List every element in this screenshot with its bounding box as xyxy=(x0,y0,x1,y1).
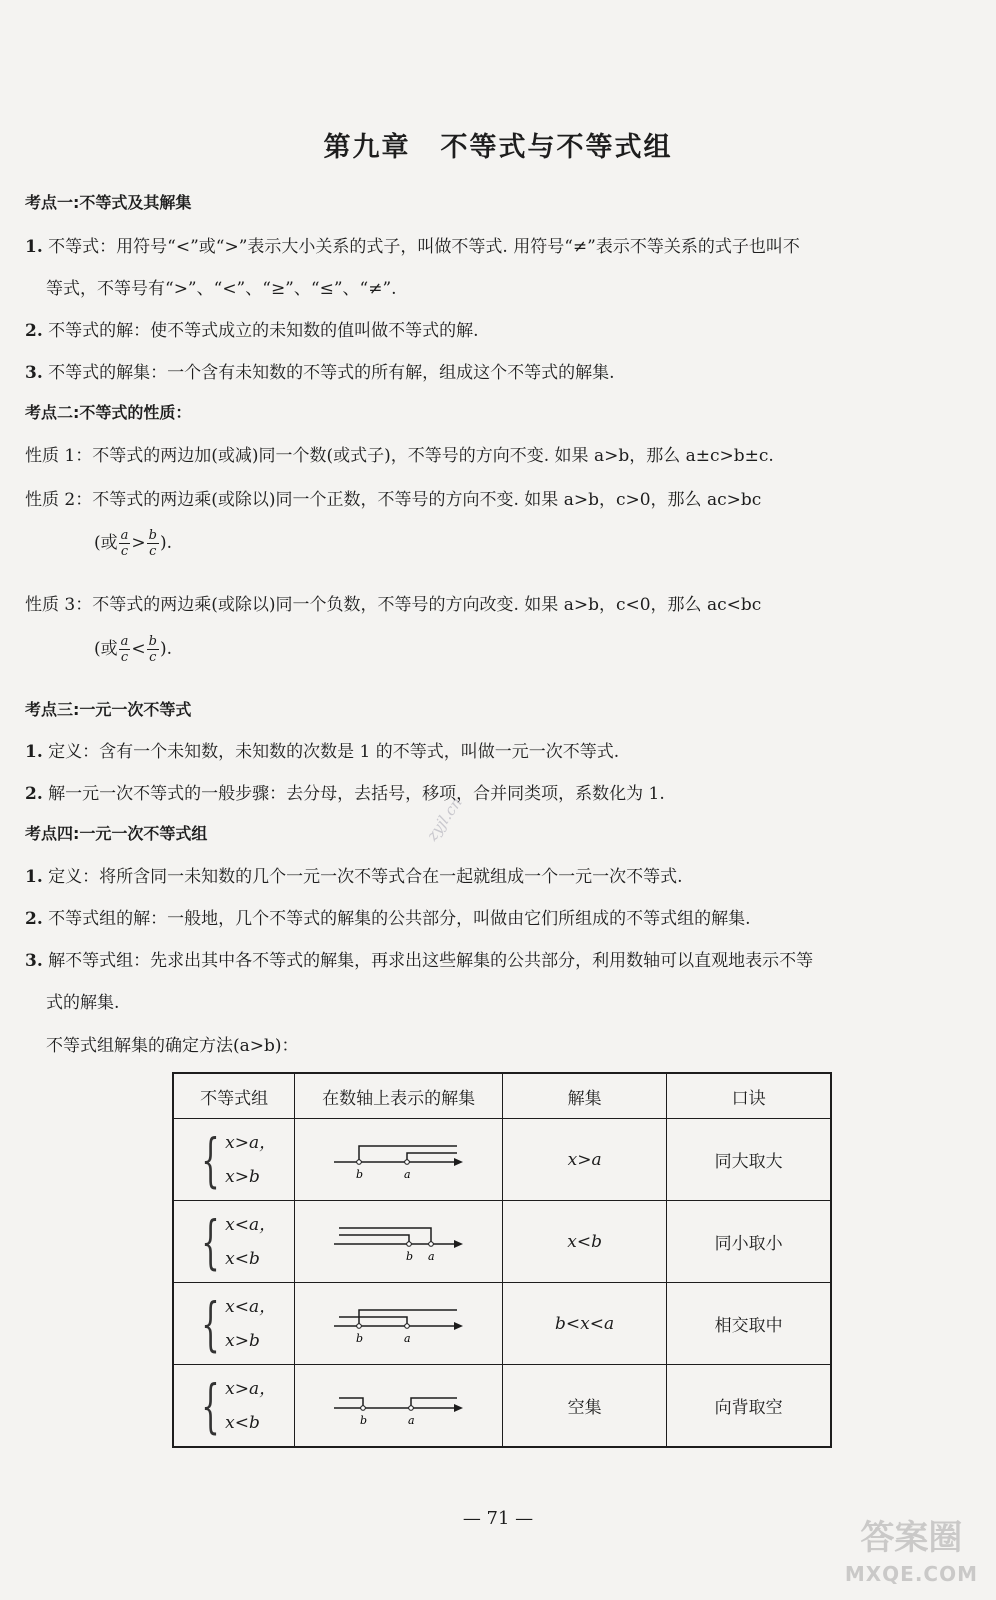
header-rhyme: 口诀 xyxy=(667,1073,831,1119)
k3-line1: 1. 定义：含有一个未知数，未知数的次数是 1 的不等式，叫做一元一次不等式. xyxy=(25,742,620,762)
k1-line1: 1. 不等式：用符号“<”或“>”表示大小关系的式子，叫做不等式. 用符号“≠”表示不等关系的式子也叫不 xyxy=(25,237,800,257)
section-1-heading: 考点一:不等式及其解集 xyxy=(25,193,192,212)
watermark-logo: 答案圈 MXQE.COM xyxy=(844,1518,978,1586)
rhyme: 同大取大 xyxy=(667,1119,831,1201)
watermark-small: zyjl.cn xyxy=(423,793,466,845)
header-solution: 解集 xyxy=(502,1073,666,1119)
inequality-system: { x>a， x>b xyxy=(173,1119,295,1201)
k1-line3: 3. 不等式的解集：一个含有未知数的不等式的所有解，组成这个不等式的解集. xyxy=(25,363,615,383)
solution-set-table xyxy=(172,1072,832,1448)
section-4-heading: 考点四:一元一次不等式组 xyxy=(25,824,208,843)
inequality-system: { x<a， x>b xyxy=(173,1283,295,1365)
rhyme: 向背取空 xyxy=(667,1365,831,1448)
axis-label-a: a xyxy=(403,1168,411,1181)
k1-line2: 2. 不等式的解：使不等式成立的未知数的值叫做不等式的解. xyxy=(25,321,479,341)
axis-label-a: a xyxy=(403,1332,411,1345)
k4-line2: 2. 不等式组的解：一般地，几个不等式的解集的公共部分，叫做由它们所组成的不等式组的解集. xyxy=(25,909,751,929)
inequality-system: { x<a， x<b xyxy=(173,1201,295,1283)
axis-label-b: b xyxy=(355,1332,363,1345)
solution-set: b<x<a xyxy=(502,1283,666,1365)
axis-label-a: a xyxy=(427,1250,435,1263)
number-line-diagram xyxy=(295,1365,503,1448)
table-row xyxy=(173,1283,831,1365)
table-row xyxy=(173,1201,831,1283)
axis-label-b: b xyxy=(359,1414,367,1427)
section-3-heading: 考点三:一元一次不等式 xyxy=(25,700,192,719)
property-2-fraction: (或 $\frac{a}{c}$ > $\frac{b}{c}$ ). xyxy=(94,528,173,559)
property-1: 性质 1：不等式的两边加(或减)同一个数(或式子)，不等号的方向不变. 如果 a>b，那么 a±c>b±c. xyxy=(25,446,774,466)
table-row xyxy=(173,1365,831,1448)
inequality-system: { x>a， x<b xyxy=(173,1365,295,1448)
axis-label-a: a xyxy=(407,1414,415,1427)
axis-label-b: b xyxy=(355,1168,363,1181)
k4-line3: 3. 解不等式组：先求出其中各不等式的解集，再求出这些解集的公共部分，利用数轴可以直观地表示不等 xyxy=(25,951,814,971)
k4-line1: 1. 定义：将所含同一未知数的几个一元一次不等式合在一起就组成一个一元一次不等式. xyxy=(25,867,683,887)
number-line-diagram xyxy=(295,1201,503,1283)
property-3-fraction: (或 $\frac{a}{c}$ < $\frac{b}{c}$ ). xyxy=(94,634,173,665)
page-number: — 71 — xyxy=(462,1508,534,1529)
table-header-row xyxy=(173,1073,831,1119)
table-row xyxy=(173,1119,831,1201)
header-number-line: 在数轴上表示的解集 xyxy=(295,1073,503,1119)
rhyme: 同小取小 xyxy=(667,1201,831,1283)
property-3: 性质 3：不等式的两边乘(或除以)同一个负数，不等号的方向改变. 如果 a>b，c<0，那么 ac<bc xyxy=(25,595,762,615)
solution-set: x>a xyxy=(502,1119,666,1201)
axis-label-b: b xyxy=(405,1250,413,1263)
k3-line2: 2. 解一元一次不等式的一般步骤：去分母，去括号，移项，合并同类项，系数化为 1. xyxy=(25,784,665,804)
solution-set: x<b xyxy=(502,1201,666,1283)
solution-set: 空集 xyxy=(502,1365,666,1448)
table-intro: 不等式组解集的确定方法(a>b)： xyxy=(46,1036,299,1056)
property-2: 性质 2：不等式的两边乘(或除以)同一个正数，不等号的方向不变. 如果 a>b，c>0，那么 ac>bc xyxy=(25,490,762,510)
k4-line3b: 式的解集. xyxy=(46,993,120,1013)
number-line-diagram xyxy=(295,1119,503,1201)
header-system: 不等式组 xyxy=(173,1073,295,1119)
chapter-title: 第九章 不等式与不等式组 xyxy=(323,132,673,163)
k1-line1b: 等式，不等号有“>”、“<”、“≥”、“≤”、“≠”. xyxy=(46,279,397,299)
section-2-heading: 考点二:不等式的性质： xyxy=(25,403,192,422)
rhyme: 相交取中 xyxy=(667,1283,831,1365)
number-line-diagram xyxy=(295,1283,503,1365)
